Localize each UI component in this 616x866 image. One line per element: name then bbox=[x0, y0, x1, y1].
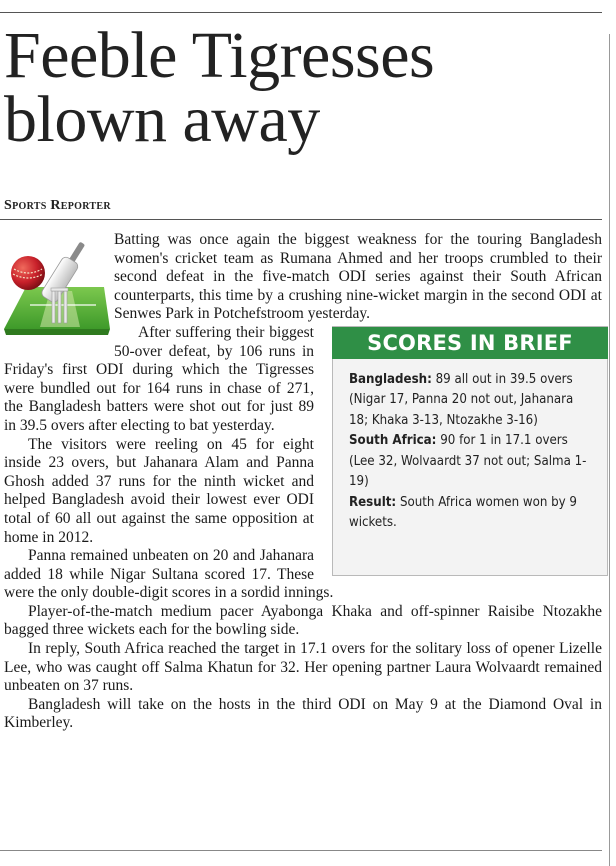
scores-entry-label: Result: bbox=[349, 494, 397, 510]
scores-in-brief-box bbox=[332, 326, 608, 576]
bottom-rule bbox=[0, 850, 602, 851]
headline-line-1: Feeble Tigresses bbox=[4, 19, 435, 92]
top-rule bbox=[0, 12, 602, 13]
column-rule bbox=[609, 34, 610, 866]
byline-rule bbox=[0, 219, 602, 220]
scores-entry-result bbox=[349, 493, 591, 534]
scores-box-body bbox=[333, 359, 607, 534]
paragraph: Player-of-the-match medium pacer Ayabonga Khaka and off-spinner Raisibe Ntozakhe bagged three wickets each for the bowling side. bbox=[4, 602, 602, 639]
paragraph: Bangladesh will take on the hosts in the third ODI on May 9 at the Diamond Oval in Kimberley. bbox=[4, 695, 602, 732]
cricket-ball-bat-stumps-icon bbox=[0, 231, 108, 343]
scores-entry-text: 89 all out in 39.5 overs (Nigar 17, Panna 20 not out, Jahanara 18; Khaka 3-13, Ntozakhe 3-16) bbox=[349, 371, 574, 428]
article-body bbox=[4, 231, 602, 733]
scores-entry-text: South Africa women won by 9 wickets. bbox=[349, 494, 577, 531]
paragraph: The visitors were reeling on 45 for eight inside 23 overs, but Jahanara Alam and Panna Ghosh added 37 runs for the ninth wicket and helped Bangladesh avoid their lowest ever ODI total of 60 all out against the same opposition at home in 2012. bbox=[4, 435, 314, 546]
scores-entry-south-africa bbox=[349, 431, 591, 493]
scores-entry-label: South Africa: bbox=[349, 433, 437, 449]
scores-entry-bangladesh bbox=[349, 370, 591, 432]
byline: Sports Reporter bbox=[4, 198, 111, 213]
paragraph: Panna remained unbeaten on 20 and Jahanara added 18 while Nigar Sultana scored 17. These were the only double-digit scores in a sordid innings. bbox=[4, 547, 334, 602]
paragraph-lead: Batting was once again the biggest weakness for the touring Bangladesh women's cricket team as Rumana Ahmed and her troops crumbled to their second defeat in the five-match ODI series against their South African counterparts, this time by a crushing nine-wicket margin in the second ODI at Senwes Park in Potchefstroom yesterday. bbox=[114, 231, 602, 323]
scores-entry-label: Bangladesh: bbox=[349, 371, 432, 387]
paragraph: In reply, South Africa reached the target in 17.1 overs for the solitary loss of opener Lizelle Lee, who was caught off Salma Khatun for 32. Her opening partner Laura Wolvaardt remained unbeaten on 37 runs. bbox=[4, 640, 602, 695]
headline bbox=[4, 19, 604, 156]
scores-box-title: SCORES IN BRIEF bbox=[332, 327, 608, 359]
paragraph: After suffering their biggest 50-over defeat, by 106 runs in Friday's first ODI during which the Tigresses were bundled out for 164 runs in chase of 271, the Bangladesh batters were shot out for just 89 in 39.5 overs after electing to bat yesterday. bbox=[4, 323, 314, 434]
scores-entry-text: 90 for 1 in 17.1 overs (Lee 32, Wolvaardt 37 not out; Salma 1-19) bbox=[349, 433, 587, 490]
headline-line-2: blown away bbox=[4, 83, 320, 156]
